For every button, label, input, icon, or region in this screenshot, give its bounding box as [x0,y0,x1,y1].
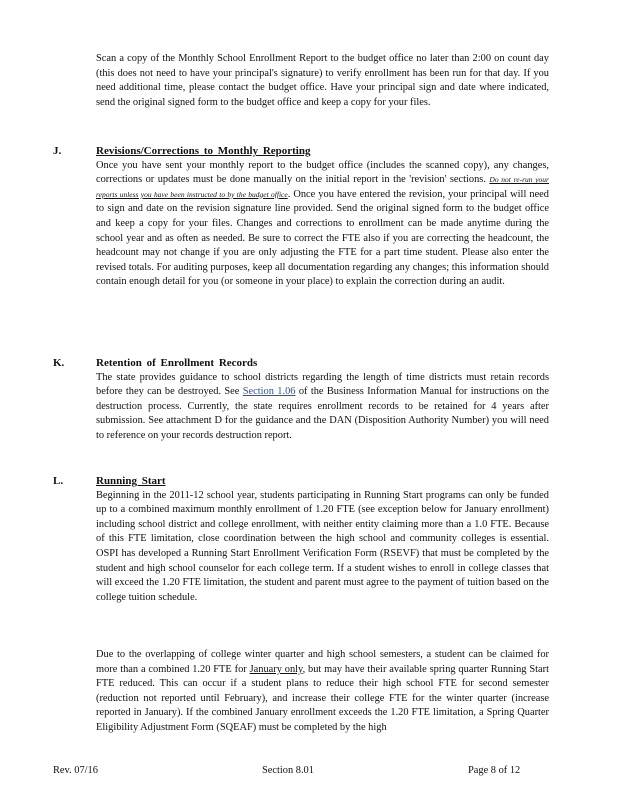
section-k-body [96,371,549,444]
section-k [96,356,549,444]
section-link[interactable]: Section 1.06 [242,386,296,398]
section-l-paragraph-2 [96,648,549,736]
section-j-heading: Revisions/Corrections to Monthly Reporting [96,145,311,157]
section-l-continued [96,648,549,736]
section-l [96,474,549,605]
section-l-text-2u: January only [249,663,303,675]
section-j-letter: J. [53,145,62,157]
section-j-text-b: . Once you have entered the revision, your principal will need to sign and date on the revision signature line provided. Send the original signed form to the budget office and keep a copy for your files. Changes and corrections to enrollment can be made anytime during the school year and as often as needed. Be sure to correct the FTE also if you are correcting the headcount, the headcount may not change if you are only adjusting the FTE for a part time student. Please also enter the revised totals. For auditing purposes, keep all documentation regarding any changes; this information should contain enough detail for you (or someone in your place) to explain the correction during an audit. [96,188,549,288]
intro-text: Scan a copy of the Monthly School Enrollment Report to the budget office no later than 2:00 on count day (this does not need to have your principal's signature) to verify enrollment has been run for that day. If you need additional time, please contact the budget office. Have your principal sign and date where indicated, send the original signed form to the budget office and keep a copy for your files. [96,53,549,108]
section-j-text-a: Once you have sent your monthly report to the budget office (includes the scanned copy), any changes, corrections or updates must be done manually on the initial report in the 'revision' sections. [96,159,549,186]
intro-paragraph [96,52,549,110]
section-l-heading: Running Start [96,475,166,487]
section-l-letter: L. [53,475,64,487]
section-l-paragraph-1: Beginning in the 2011-12 school year, students participating in Running Start programs can only be funded up to a combined maximum monthly enrollment of 1.20 FTE (see exception below for January enrollment) including school district and college enrollment, with neither entity claiming more than a 1.0 FTE. Because of this FTE limitation, close coordination between the high school and community colleges is essential. OSPI has developed a Running Start Enrollment Verification Form (RSEVF) that must be completed by the student and high school counselor for each college term. If a student wishes to enroll in college classes that will exceed the 1.20 FTE limitation, the student and parent must agree to the payment of tuition based on the college tuition schedule. [96,489,549,603]
section-k-text-a: The state provides guidance to school districts regarding the length of time districts must retain records before they can be destroyed. See [96,371,549,398]
footer-section: Section 8.01 [262,765,314,776]
section-k-letter: K. [53,357,65,369]
section-j [96,144,549,290]
section-k-text-b: of the Business Information Manual for instructions on the destruction process. Currently, the state requires enrollment records to be retained for 4 years after submission. See attachment D for the guidance and the DAN (Disposition Authority Number) you will need to reference on your records destruction report. [96,386,549,441]
section-l-text-2b: , but may have their available spring quarter Running Start FTE reduced. This can occur if a student plans to reduce their high school FTE for second semester (reduction not reported until February), and increase their college FTE for the winter quarter (increase reported in January). If the combined January enrollment exceeds the 1.20 FTE limitation, a Spring Quarter Eligibility Adjustment Form (SQEAF) must be completed by the high [96,663,549,733]
section-l-text-2a: Due to the overlapping of college winter quarter and high school semesters, a student can be claimed for more than a combined 1.20 FTE for [96,649,549,675]
footer-page-number: Page 8 of 12 [468,765,521,776]
section-j-body [96,159,549,290]
footer-revision: Rev. 07/16 [53,765,98,776]
section-j-note: Do not re-run your reports unless you have been instructed to by the budget office [96,175,549,199]
section-k-heading: Retention of Enrollment Records [96,357,258,369]
